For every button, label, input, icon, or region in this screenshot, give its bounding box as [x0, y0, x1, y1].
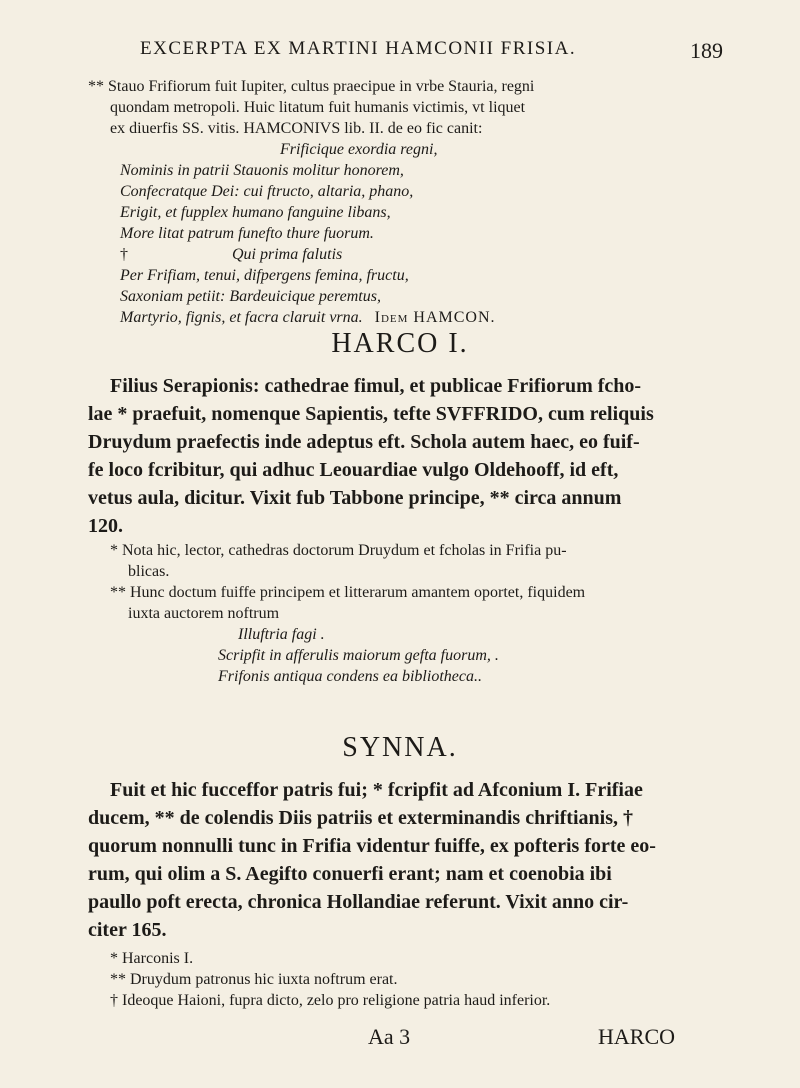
text-line: rum, qui olim a S. Aegifto conuerfi erant; nam et coenobia ibi	[88, 863, 612, 885]
harco-paragraph	[88, 372, 740, 540]
synna-paragraph	[88, 776, 740, 944]
footnote-line: † Ideoque Haioni, fupra dicto, zelo pro religione patria haud inferior.	[110, 992, 551, 1009]
verse-line: Qui prima falutis	[232, 246, 343, 263]
section-heading-synna: SYNNA.	[342, 732, 458, 763]
text-line: Druydum praefectis inde adeptus eft. Schola autem haec, eo fuif-	[88, 431, 640, 453]
attribution: Idem HAMCON.	[374, 309, 496, 326]
text-line: citer 165.	[88, 919, 167, 941]
verse-line: Frificique exordia regni,	[280, 141, 438, 158]
text-line: Fuit et hic fucceffor patris fui; * fcripfit ad Afconium I. Frifiae	[110, 779, 643, 801]
footnote-line: ** Hunc doctum fuiffe principem et litterarum amantem oportet, fiquidem	[110, 584, 586, 601]
footnote-line: * Nota hic, lector, cathedras doctorum Druydum et fcholas in Frifia pu-	[110, 542, 567, 559]
verse-line: Saxoniam petiit: Bardeuicique peremtus,	[120, 288, 381, 305]
text-line: quorum nonnulli tunc in Frifia videntur fuiffe, ex pofteris forte eo-	[88, 835, 656, 857]
footnote-line: ** Druydum patronus hic iuxta noftrum erat.	[110, 971, 398, 988]
text-line: ** Stauo Frifiorum fuit Iupiter, cultus praecipue in vrbe Stauria, regni	[88, 78, 535, 95]
verse-line: Frifonis antiqua condens ea bibliotheca..	[218, 668, 482, 685]
verse-line: Illuftria fagi .	[238, 626, 325, 643]
running-title: EXCERPTA EX MARTINI HAMCONII FRISIA.	[140, 38, 577, 59]
catchword: HARCO	[598, 1024, 676, 1049]
verse-line: Scripfit in afferulis maiorum gefta fuorum, .	[218, 647, 499, 664]
text-line: vetus aula, dicitur. Vixit fub Tabbone principe, ** circa annum	[88, 487, 622, 509]
signature-mark: Aa 3	[368, 1024, 411, 1049]
text-line: ducem, ** de colendis Diis patriis et exterminandis chriftianis, †	[88, 807, 633, 829]
text-line: lae * praefuit, nomenque Sapientis, tefte SVFFRIDO, cum reliquis	[88, 403, 654, 425]
verse-line: Confecratque Dei: cui ftructo, altaria, phano,	[120, 183, 414, 200]
stauo-note	[88, 76, 740, 328]
text-line: paullo poft erecta, chronica Hollandiae referunt. Vixit anno cir-	[88, 891, 629, 913]
verse-line: Martyrio, fignis, et facra claruit vrna.	[120, 309, 363, 326]
text-line: quondam metropoli. Huic litatum fuit humanis victimis, vt liquet	[110, 99, 526, 116]
verse-line: Nominis in patrii Stauonis molitur honorem,	[120, 162, 404, 179]
page-number: 189	[690, 38, 723, 63]
text-line: 120.	[88, 515, 123, 537]
section-heading-harco: HARCO I.	[331, 328, 469, 359]
dagger-mark: †	[120, 246, 128, 263]
text-line: fe loco fcribitur, qui adhuc Leouardiae vulgo Oldehooff, id eft,	[88, 459, 619, 481]
synna-footnotes	[88, 948, 740, 1011]
footnote-line: blicas.	[128, 563, 170, 580]
text-line: Filius Serapionis: cathedrae fimul, et publicae Frifiorum fcho-	[110, 375, 642, 397]
harco-footnotes	[88, 540, 740, 687]
verse-line: Erigit, et fupplex humano fanguine libans,	[120, 204, 391, 221]
verse-line: More litat patrum funefto thure fuorum.	[120, 225, 374, 242]
footnote-line: * Harconis I.	[110, 950, 194, 967]
text-line: ex diuerfis SS. vitis. HAMCONIVS lib. II. de eo fic canit:	[110, 120, 483, 137]
verse-line: Per Frifiam, tenui, difpergens femina, fructu,	[120, 267, 409, 284]
footnote-line: iuxta auctorem noftrum	[128, 605, 280, 622]
